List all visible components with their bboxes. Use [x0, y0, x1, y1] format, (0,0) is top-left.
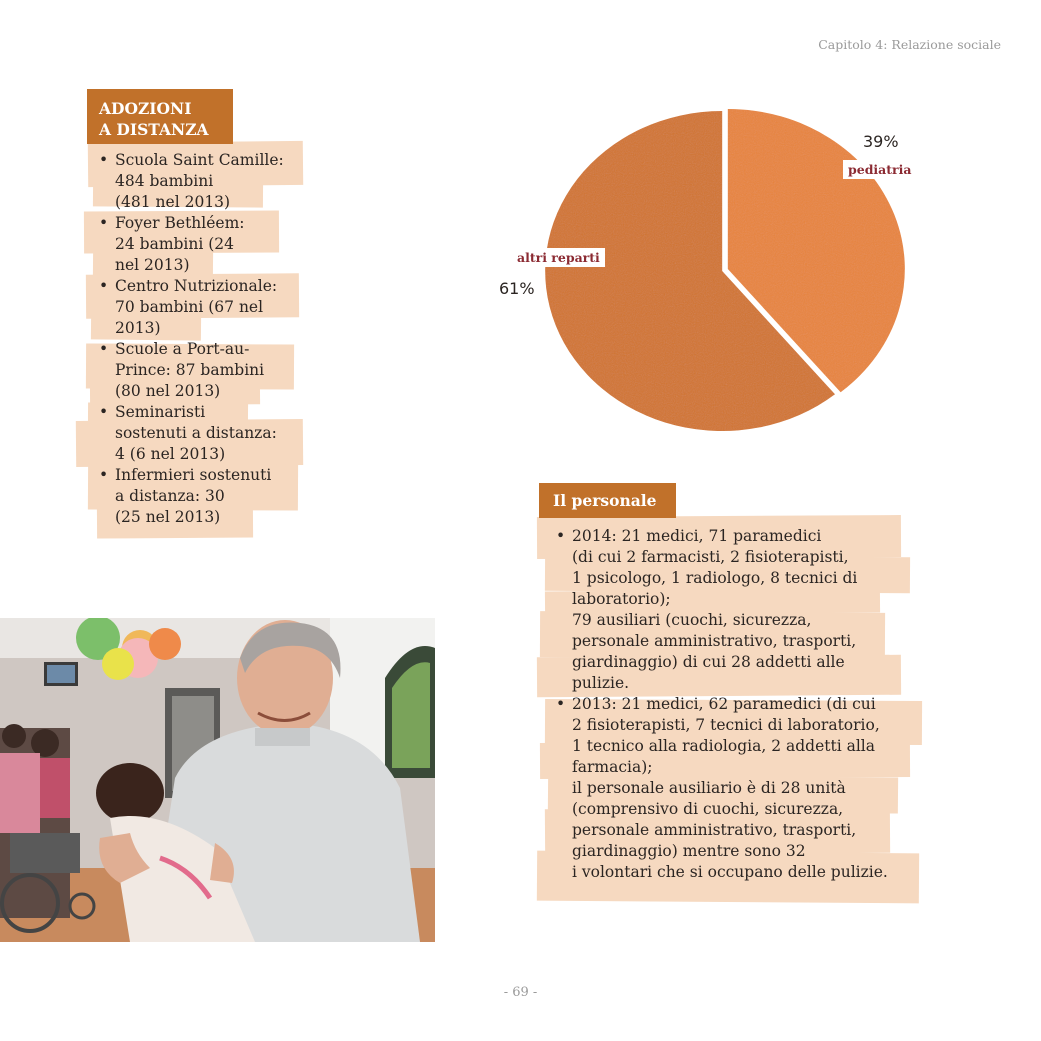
- list-item-line: il personale ausiliario è di 28 unità: [572, 779, 846, 797]
- list-item-line: 2013): [115, 319, 161, 337]
- pie-chart-svg: [490, 100, 920, 440]
- list-item-line: sostenuti a distanza:: [115, 424, 277, 442]
- list-item: [97, 150, 307, 213]
- list-item: [97, 213, 307, 276]
- list-item-line: personale amministrativo, trasporti,: [572, 821, 857, 839]
- photo-illustration: [0, 618, 435, 942]
- photo-priest-holding-child: [0, 618, 435, 942]
- list-item-line: • 2014: 21 medici, 71 paramedici: [572, 527, 822, 545]
- pie-pct-pediatria: 39%: [863, 132, 899, 151]
- list-item: [97, 276, 307, 339]
- list-item-line: • Foyer Bethléem:: [115, 214, 245, 232]
- page-number: - 69 -: [503, 985, 538, 1000]
- list-item: [97, 402, 307, 465]
- personale-heading: Il personale: [539, 483, 676, 518]
- list-item: [97, 339, 307, 402]
- list-item-line: 70 bambini (67 nel: [115, 298, 264, 316]
- pie-chart: [490, 100, 920, 440]
- list-item: [554, 526, 914, 694]
- list-item-line: Prince: 87 bambini: [115, 361, 265, 379]
- list-item-line: 79 ausiliari (cuochi, sicurezza,: [572, 611, 812, 629]
- list-item-line: • Scuole a Port-au-: [115, 340, 250, 358]
- list-item-line: 2 fisioterapisti, 7 tecnici di laboratorio,: [572, 716, 880, 734]
- chapter-header: Capitolo 4: Relazione sociale: [818, 37, 1001, 52]
- adozioni-heading-line2: A DISTANZA: [99, 120, 209, 139]
- list-item-line: 1 psicologo, 1 radiologo, 8 tecnici di: [572, 569, 858, 587]
- list-item-line: (di cui 2 farmacisti, 2 fisioterapisti,: [572, 548, 849, 566]
- list-item-line: pulizie.: [572, 674, 630, 692]
- list-item-line: farmacia);: [572, 758, 653, 776]
- list-item-line: giardinaggio) di cui 28 addetti alle: [572, 653, 845, 671]
- list-item: [97, 465, 307, 528]
- list-item-line: 484 bambini: [115, 172, 214, 190]
- pie-pct-altri-reparti: 61%: [499, 279, 535, 298]
- list-item-line: • Seminaristi: [115, 403, 206, 421]
- list-item-line: • 2013: 21 medici, 62 paramedici (di cui: [572, 695, 876, 713]
- list-item-line: • Scuola Saint Camille:: [115, 151, 284, 169]
- list-item-line: a distanza: 30: [115, 487, 225, 505]
- list-item-line: (481 nel 2013): [115, 193, 231, 211]
- list-item-line: 24 bambini (24: [115, 235, 235, 253]
- list-item-line: (comprensivo di cuochi, sicurezza,: [572, 800, 844, 818]
- adozioni-list: [97, 150, 307, 528]
- list-item-line: laboratorio);: [572, 590, 671, 608]
- list-item-line: • Infermieri sostenuti: [115, 466, 272, 484]
- list-item-line: 1 tecnico alla radiologia, 2 addetti alla: [572, 737, 875, 755]
- list-item-line: • Centro Nutrizionale:: [115, 277, 278, 295]
- adozioni-heading: [87, 89, 233, 144]
- list-item-line: personale amministrativo, trasporti,: [572, 632, 857, 650]
- list-item-line: (25 nel 2013): [115, 508, 221, 526]
- list-item-line: i volontari che si occupano delle pulizie.: [572, 863, 888, 881]
- list-item-line: nel 2013): [115, 256, 190, 274]
- pie-label-altri-reparti: altri reparti: [512, 248, 605, 267]
- list-item-line: (80 nel 2013): [115, 382, 221, 400]
- list-item-line: giardinaggio) mentre sono 32: [572, 842, 806, 860]
- pie-label-pediatria: pediatria: [843, 160, 917, 179]
- list-item: [554, 694, 914, 883]
- personale-list: [554, 526, 914, 883]
- adozioni-heading-line1: ADOZIONI: [99, 99, 192, 118]
- list-item-line: 4 (6 nel 2013): [115, 445, 226, 463]
